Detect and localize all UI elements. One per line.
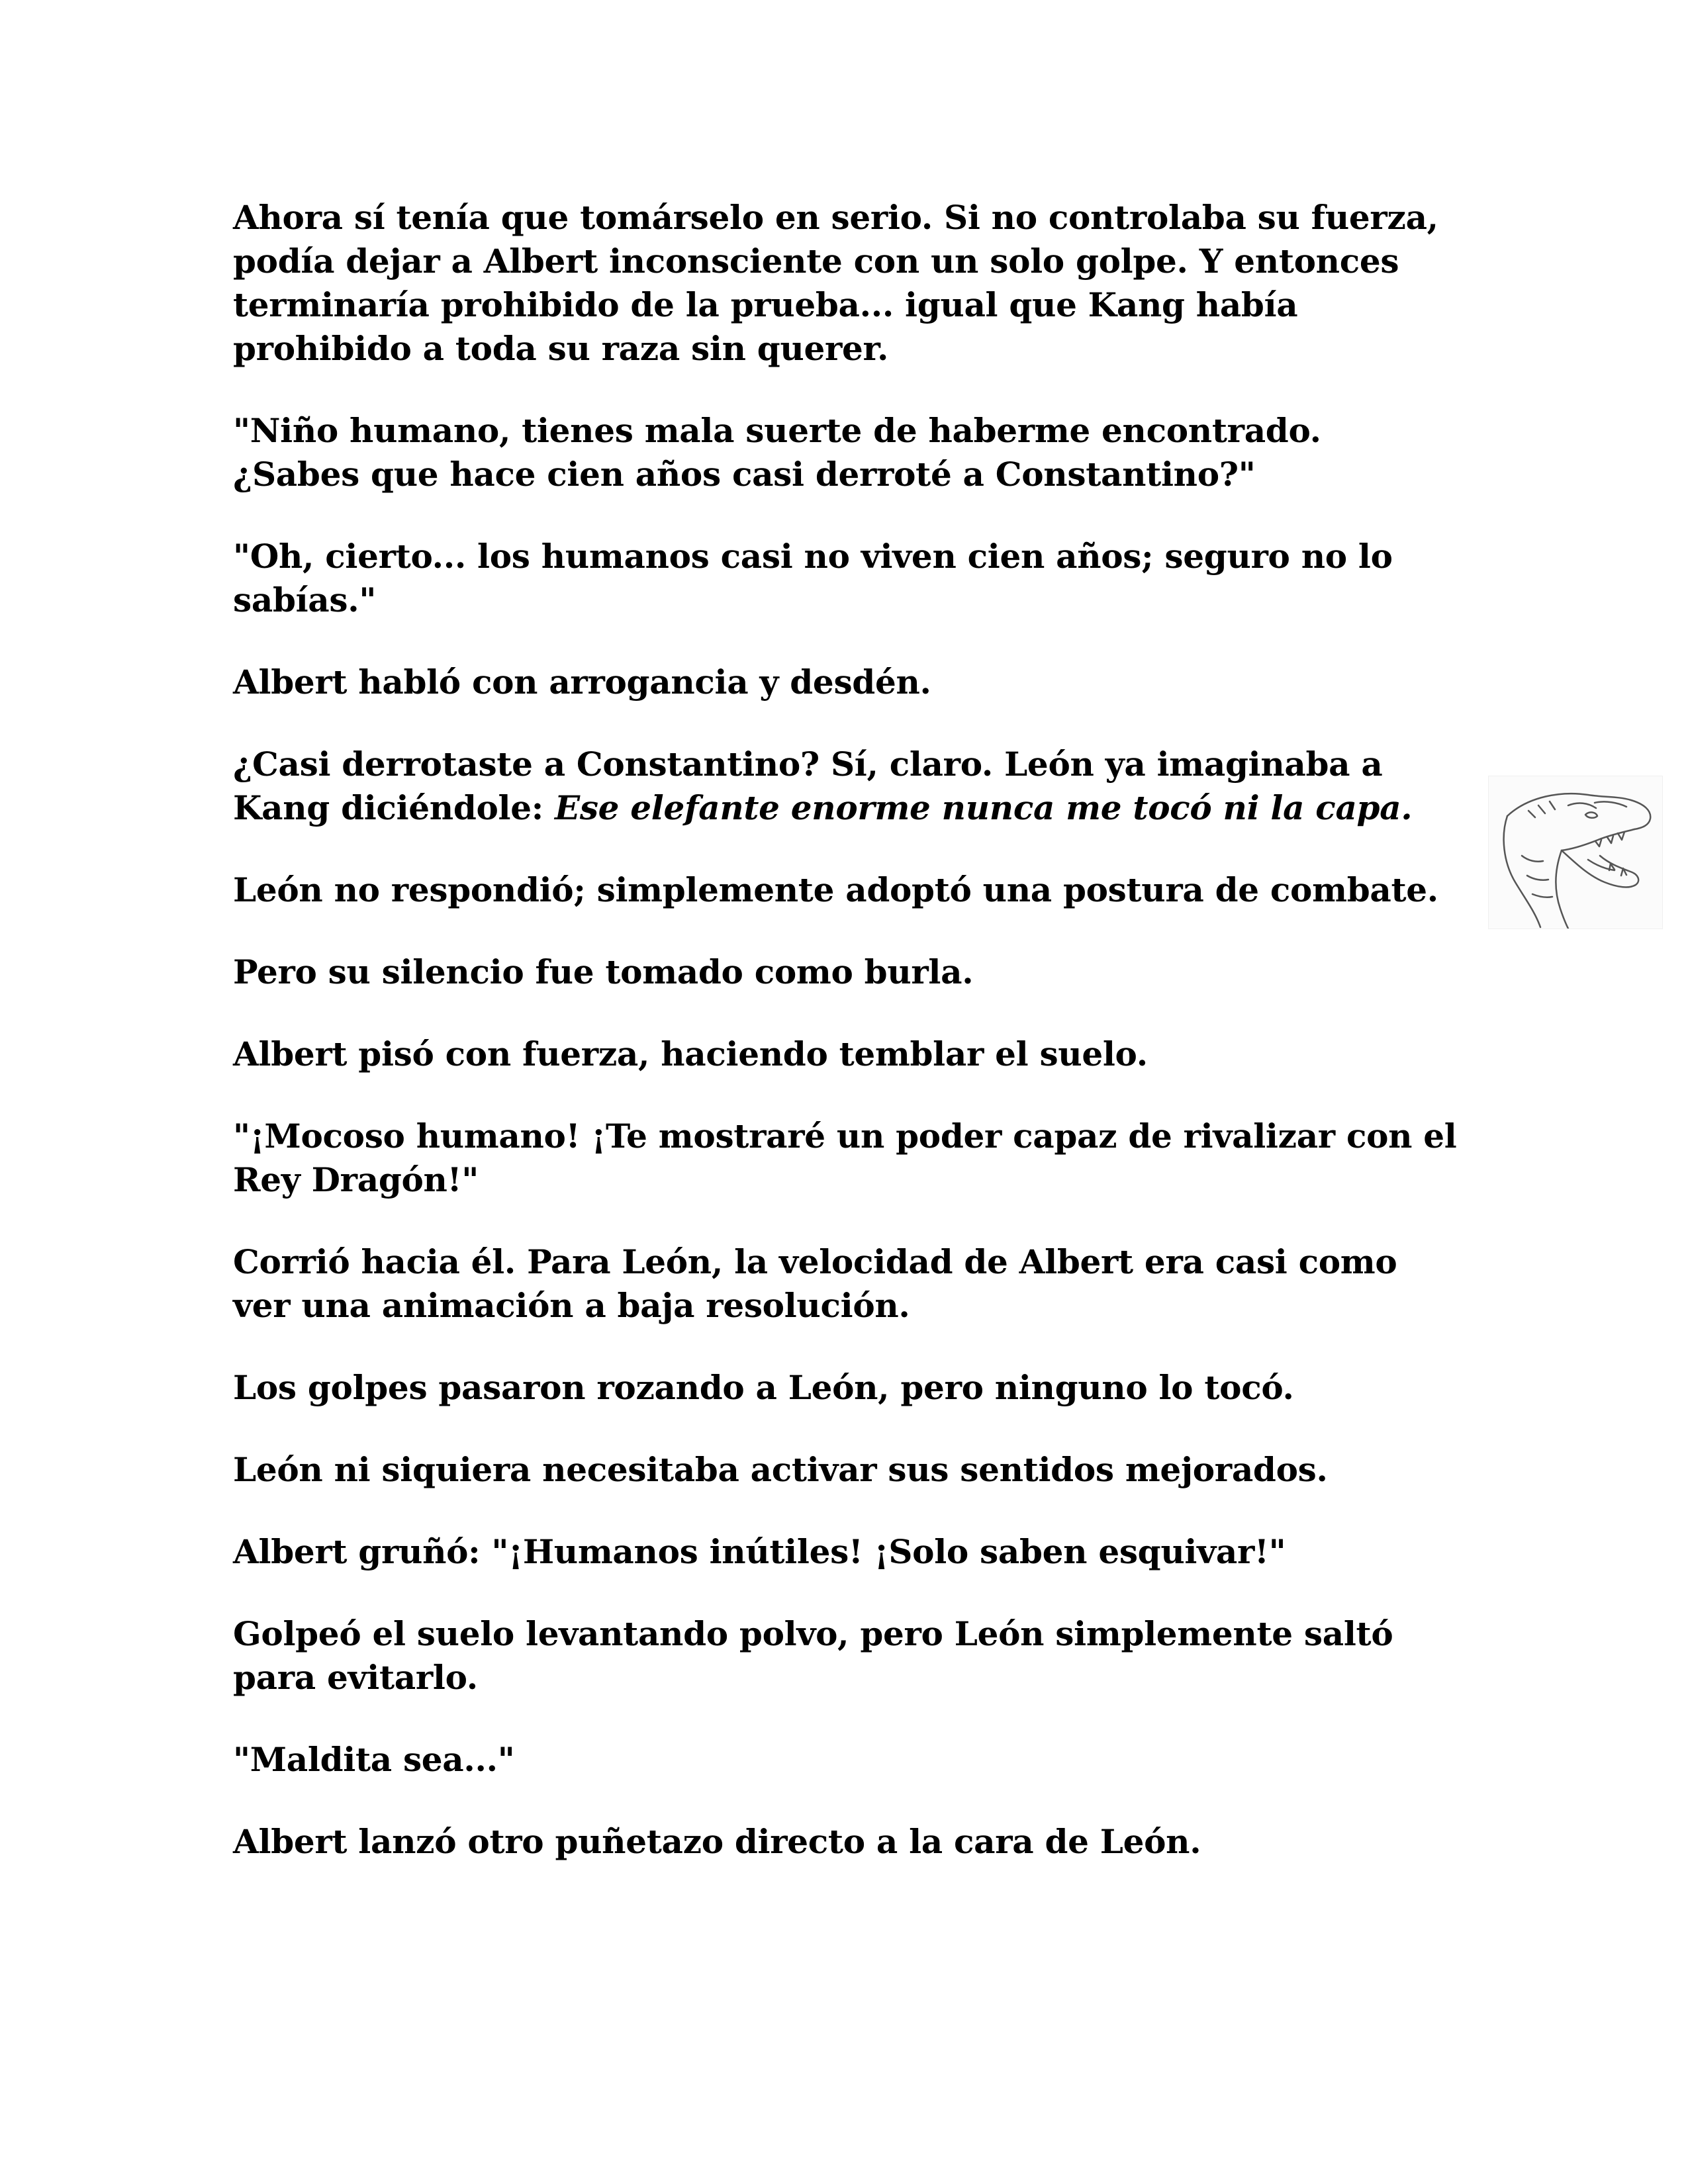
- document-body: [233, 196, 1458, 1902]
- paragraph: "Maldita sea...": [233, 1740, 515, 1779]
- paragraph: Albert habló con arrogancia y desdén.: [233, 662, 931, 702]
- paragraph-italic-text: Ese elefante enorme nunca me tocó ni la capa.: [555, 788, 1413, 827]
- paragraph: "Oh, cierto... los humanos casi no viven cien años; seguro no lo sabías.": [233, 537, 1393, 619]
- paragraph: Albert lanzó otro puñetazo directo a la cara de León.: [233, 1822, 1201, 1861]
- paragraph: Pero su silencio fue tomado como burla.: [233, 952, 974, 991]
- paragraph: Los golpes pasaron rozando a León, pero ninguno lo tocó.: [233, 1368, 1294, 1407]
- paragraph: Albert gruñó: "¡Humanos inútiles! ¡Solo saben esquivar!": [233, 1532, 1286, 1571]
- paragraph: León ni siquiera necesitaba activar sus sentidos mejorados.: [233, 1450, 1328, 1489]
- paragraph: Ahora sí tenía que tomárselo en serio. Si no controlaba su fuerza, podía dejar a Albert inconsciente con un solo golpe. Y entonces terminaría prohibido de la prueba... igual que Kang había prohibido a toda su raza sin querer.: [233, 198, 1438, 368]
- paragraph: Corrió hacia él. Para León, la velocidad de Albert era casi como ver una animación a baja resolución.: [233, 1242, 1397, 1325]
- paragraph: "¡Mocoso humano! ¡Te mostraré un poder capaz de rivalizar con el Rey Dragón!": [233, 1116, 1457, 1199]
- dinosaur-head-sketch-icon: [1488, 776, 1663, 929]
- paragraph: León no respondió; simplemente adoptó una postura de combate.: [233, 870, 1438, 909]
- paragraph-with-italic: [233, 743, 1458, 830]
- paragraph: "Niño humano, tienes mala suerte de haberme encontrado. ¿Sabes que hace cien años casi derroté a Constantino?": [233, 411, 1321, 494]
- paragraph-plain-text: ¿Casi derrotaste a Constantino? Sí, claro. León ya imaginaba a Kang diciéndole:: [233, 745, 1383, 827]
- paragraph: Albert pisó con fuerza, haciendo temblar el suelo.: [233, 1034, 1148, 1073]
- paragraph: Golpeó el suelo levantando polvo, pero León simplemente saltó para evitarlo.: [233, 1614, 1393, 1697]
